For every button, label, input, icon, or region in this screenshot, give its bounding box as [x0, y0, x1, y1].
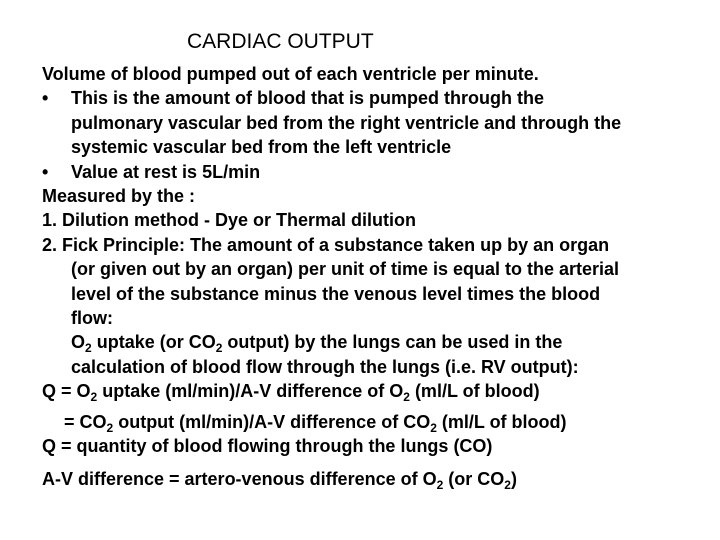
- av-difference-definition: [42, 467, 702, 491]
- o2-line-middle: uptake (or CO: [91, 332, 216, 353]
- equation-2: [42, 410, 702, 434]
- o2-text: O: [71, 332, 86, 353]
- bullet-line: systemic vascular bed from the left ventricle: [71, 137, 452, 158]
- bullet-item: [42, 86, 702, 159]
- measured-by-text: Measured by the :: [42, 186, 196, 207]
- slide-title: CARDIAC OUTPUT: [187, 30, 374, 53]
- method-2-first-line: 2. Fick Principle: The amount of a substance taken up by an organ: [42, 234, 610, 255]
- method-2-line: flow:: [71, 308, 113, 329]
- definition-part: (or CO: [443, 468, 505, 489]
- subscript: 2: [430, 420, 437, 435]
- slide-body: [42, 62, 702, 491]
- bullet-marker: •: [42, 161, 49, 182]
- equation-part: (ml/L of blood): [409, 381, 540, 402]
- definition-part: ): [510, 468, 517, 489]
- equation-part: (ml/L of blood): [436, 411, 567, 432]
- definition-text: Volume of blood pumped out of each ventricle per minute.: [42, 64, 539, 84]
- equation-part: Q = O: [42, 381, 91, 402]
- q-definition: Q = quantity of blood flowing through the lungs (CO): [42, 436, 493, 457]
- subscript: 2: [504, 477, 511, 492]
- subscript: 2: [85, 341, 92, 356]
- calculation-line: calculation of blood flow through the lungs (i.e. RV output):: [71, 356, 579, 377]
- bullet-item: [42, 160, 702, 184]
- subscript: 2: [106, 420, 114, 435]
- equation-part: output (ml/min)/A-V difference of CO: [113, 411, 431, 432]
- o2-uptake-line: [71, 330, 702, 354]
- subscript: 2: [90, 390, 98, 405]
- equation-part: = CO: [64, 411, 107, 432]
- o2-line-end: output) by the lungs can be used in the: [222, 332, 563, 353]
- method-2-line: level of the substance minus the venous level times the blood: [71, 283, 601, 304]
- bullet-marker: •: [42, 88, 49, 109]
- equation-part: uptake (ml/min)/A-V difference of O: [97, 381, 404, 402]
- definition-part: A-V difference = artero-venous difference of O: [42, 468, 437, 489]
- subscript: 2: [215, 341, 223, 356]
- method-2-continuation: [42, 257, 702, 379]
- bullet-line: Value at rest is 5L/min: [71, 161, 261, 182]
- subscript: 2: [436, 477, 444, 492]
- equation-1: [42, 379, 702, 403]
- method-2-line: (or given out by an organ) per unit of time is equal to the arterial: [71, 259, 620, 280]
- method-1-text: 1. Dilution method - Dye or Thermal dilution: [42, 210, 417, 231]
- bullet-line: pulmonary vascular bed from the right ventricle and through the: [71, 112, 622, 133]
- subscript: 2: [403, 390, 410, 405]
- bullet-line: This is the amount of blood that is pumped through the: [71, 88, 544, 109]
